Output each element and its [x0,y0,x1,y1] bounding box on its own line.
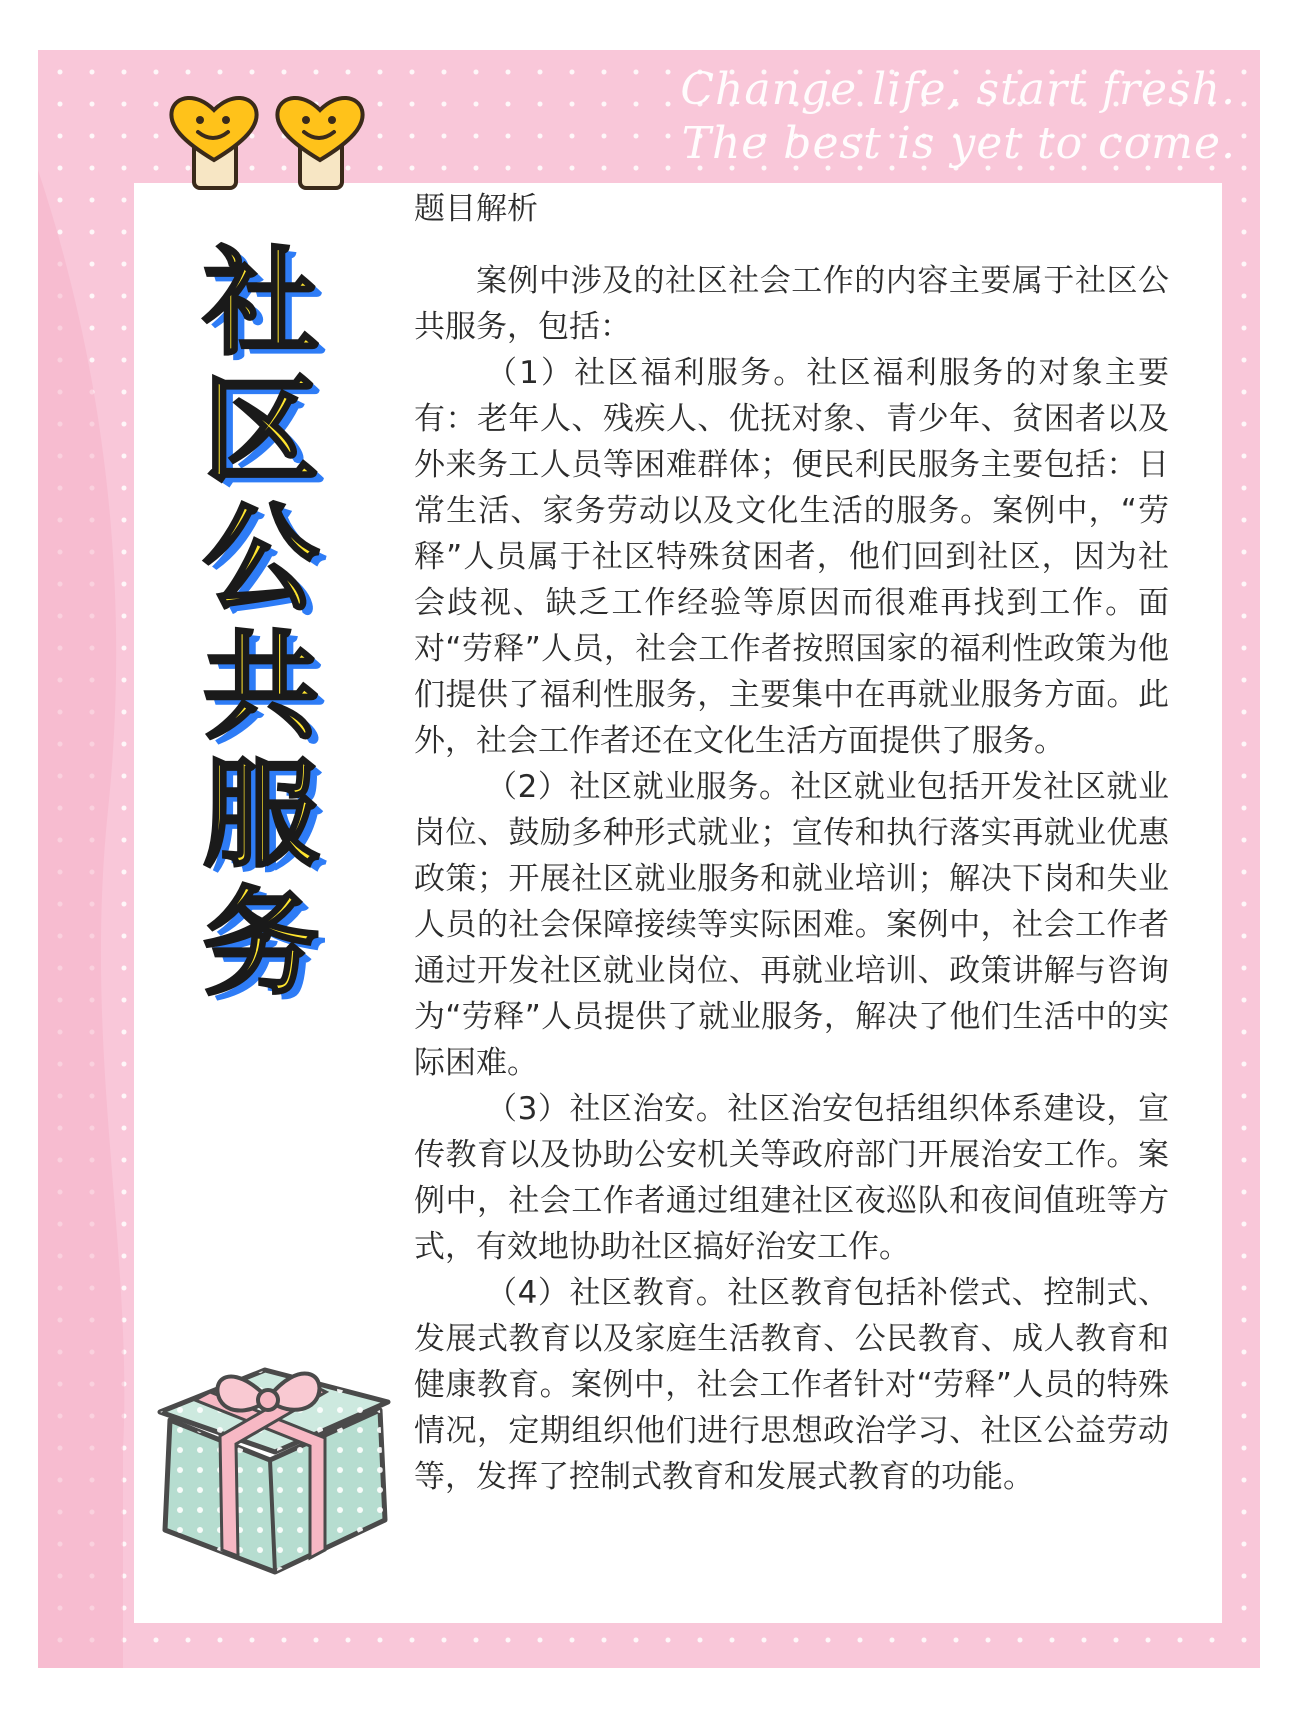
title-char: 公 [203,492,319,627]
analysis-content [414,180,1169,1500]
smiley-heart-icon [164,90,264,190]
title-char: 社 [203,236,319,371]
title-char: 务 [203,876,319,1011]
item-paragraph: （1）社区福利服务。社区福利服务的对象主要有：老年人、残疾人、优抚对象、青少年、贫困者以及外来务工人员等困难群体；便民利民服务主要包括：日常生活、家务劳动以及文化生活的服务。案例中，“劳释”人员属于社区特殊贫困者，他们回到社区，因为社会歧视、缺乏工作经验等原因而很难再找到工作。面对“劳释”人员，社会工作者按照国家的福利性政策为他们提供了福利性服务，主要集中在再就业服务方面。此外，社会工作者还在文化生活方面提供了服务。 [414,355,1169,759]
slogan-line-2: The best is yet to come. [681,118,1236,169]
analysis-heading: 题目解析 [414,191,538,227]
title-char: 共 [203,620,319,755]
slogan-line-1: Change life, start fresh. [680,64,1236,115]
gift-box-icon [150,1340,400,1580]
item-paragraph: （3）社区治安。社区治安包括组织体系建设，宣传教育以及协助公安机关等政府部门开展治安工作。案例中，社会工作者通过组建社区夜巡队和夜间值班等方式，有效地协助社区搞好治安工作。 [414,1091,1169,1265]
item-paragraph: （4）社区教育。社区教育包括补偿式、控制式、发展式教育以及家庭生活教育、公民教育、成人教育和健康教育。案例中，社会工作者针对“劳释”人员的特殊情况，定期组织他们进行思想政治学习、社区公益劳动等，发挥了控制式教育和发展式教育的功能。 [414,1275,1169,1495]
title-char: 服 [203,748,319,883]
page-title-vertical [196,236,326,1011]
intro-paragraph: 案例中涉及的社区社会工作的内容主要属于社区公共服务，包括： [414,263,1169,345]
pink-wave-decoration [38,50,138,1668]
title-char: 区 [203,364,319,499]
item-paragraph: （2）社区就业服务。社区就业包括开发社区就业岗位、鼓励多种形式就业；宣传和执行落实再就业优惠政策；开展社区就业服务和就业培训；解决下岗和失业人员的社会保障接续等实际困难。案例中，社会工作者通过开发社区就业岗位、再就业培训、政策讲解与咨询为“劳释”人员提供了就业服务，解决了他们生活中的实际困难。 [414,769,1169,1081]
smiley-heart-icon [270,90,370,190]
